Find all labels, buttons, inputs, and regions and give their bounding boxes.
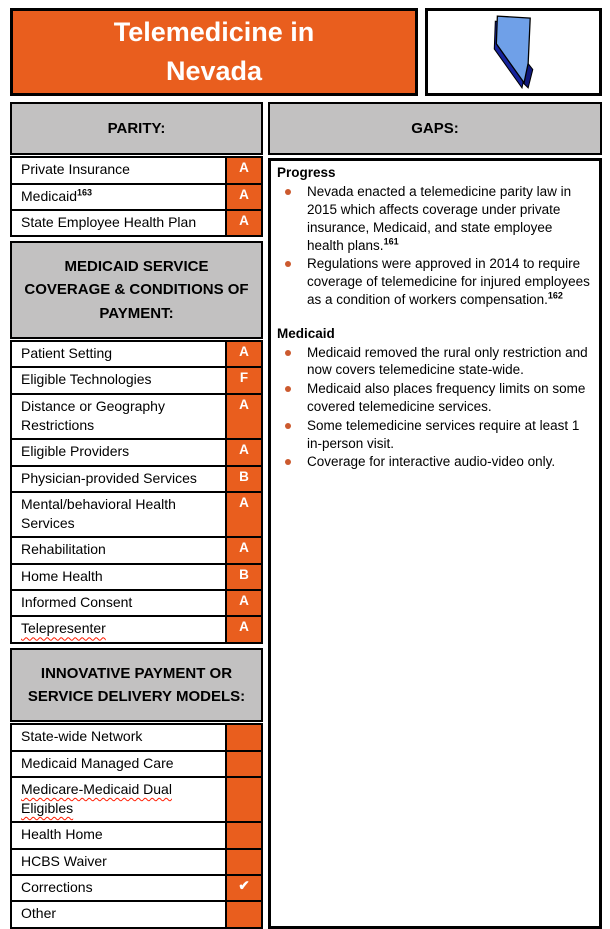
bullet-icon bbox=[285, 423, 291, 429]
table-row bbox=[10, 874, 263, 902]
row-label-text: Eligible Technologies bbox=[21, 371, 152, 388]
table-row bbox=[10, 536, 263, 564]
row-label-text: Patient Setting bbox=[21, 344, 113, 361]
row-label-text: Medicaid Managed Care bbox=[21, 754, 174, 771]
left-column bbox=[10, 102, 263, 929]
table-row bbox=[10, 723, 263, 751]
table-row bbox=[10, 340, 263, 368]
row-label bbox=[10, 183, 227, 211]
row-label bbox=[10, 156, 227, 184]
row-label bbox=[10, 393, 227, 441]
row-label-text: HCBS Waiver bbox=[21, 852, 107, 869]
row-label bbox=[10, 491, 227, 539]
bullet-text: Medicaid removed the rural only restriction and now covers telemedicine state-wide. bbox=[307, 344, 588, 378]
bullet-icon bbox=[285, 189, 291, 195]
row-label-text: Physician-provided Services bbox=[21, 469, 197, 486]
page-title-line1: Telemedicine in bbox=[113, 16, 315, 47]
row-label-text: Home Health bbox=[21, 567, 103, 584]
grade-cell: A bbox=[225, 615, 263, 643]
footnote-ref: 161 bbox=[383, 236, 399, 246]
row-label bbox=[10, 900, 227, 928]
gaps-header: GAPS: bbox=[268, 102, 602, 155]
row-label-text: Medicaid bbox=[21, 187, 78, 204]
gaps-bullet-list bbox=[277, 183, 591, 309]
row-label bbox=[10, 340, 227, 368]
table-row bbox=[10, 589, 263, 617]
grade-cell: F bbox=[225, 366, 263, 394]
bullet-icon bbox=[285, 350, 291, 356]
grade-cell bbox=[225, 900, 263, 928]
grade-cell bbox=[225, 723, 263, 751]
grade-cell bbox=[225, 848, 263, 876]
bullet-icon bbox=[285, 261, 291, 267]
grade-cell: A bbox=[225, 156, 263, 184]
row-label-text: Informed Consent bbox=[21, 594, 133, 611]
table-row bbox=[10, 615, 263, 643]
row-label bbox=[10, 438, 227, 466]
grade-cell: A bbox=[225, 438, 263, 466]
table-row bbox=[10, 438, 263, 466]
row-label-text: State-wide Network bbox=[21, 728, 143, 745]
grade-cell: B bbox=[225, 563, 263, 591]
row-label bbox=[10, 776, 227, 824]
row-label-text: Rehabilitation bbox=[21, 541, 106, 558]
nevada-state-icon bbox=[483, 13, 545, 91]
row-label bbox=[10, 821, 227, 849]
innovative-models-header: INNOVATIVE PAYMENT OR SERVICE DELIVERY MODELS: bbox=[10, 648, 263, 723]
gaps-panel bbox=[268, 158, 602, 928]
list-item bbox=[277, 255, 591, 308]
row-label-text: State Employee Health Plan bbox=[21, 213, 197, 230]
bullet-icon bbox=[285, 459, 291, 465]
grade-cell: A bbox=[225, 393, 263, 441]
table-row bbox=[10, 900, 263, 928]
content bbox=[10, 102, 602, 929]
gaps-bullet-list bbox=[277, 344, 591, 472]
bullet-text: Medicaid also places frequency limits on some covered telemedicine services. bbox=[307, 381, 586, 414]
row-label-text: Distance or Geography Restrictions bbox=[21, 397, 165, 433]
row-label bbox=[10, 366, 227, 394]
row-label-text: Other bbox=[21, 905, 57, 922]
list-item bbox=[277, 453, 591, 471]
row-label bbox=[10, 615, 227, 643]
footnote-ref: 162 bbox=[547, 290, 563, 301]
row-label-text: Mental/behavioral Health Services bbox=[21, 495, 176, 532]
row-label bbox=[10, 589, 227, 617]
row-label-text: Corrections bbox=[21, 879, 93, 896]
grade-cell: A bbox=[225, 340, 263, 368]
grade-cell bbox=[225, 750, 263, 778]
page-title-line2: Nevada bbox=[165, 56, 263, 86]
gaps-section-heading: Progress bbox=[277, 165, 336, 181]
grade-cell: B bbox=[225, 465, 263, 493]
table-row bbox=[10, 750, 263, 778]
list-item bbox=[277, 344, 591, 380]
grade-cell: A bbox=[225, 536, 263, 564]
nevada-map-box bbox=[425, 8, 602, 96]
grade-cell bbox=[225, 821, 263, 849]
table-row bbox=[10, 366, 263, 394]
row-label-text: Eligible Providers bbox=[21, 443, 130, 460]
table-row bbox=[10, 776, 263, 824]
footnote-ref: 163 bbox=[77, 186, 93, 197]
row-label-text: Private Insurance bbox=[21, 161, 130, 178]
row-label bbox=[10, 563, 227, 591]
grade-cell: A bbox=[225, 183, 263, 211]
row-label bbox=[10, 848, 227, 876]
table-row bbox=[10, 465, 263, 493]
list-item bbox=[277, 183, 591, 254]
header bbox=[10, 8, 602, 96]
list-item bbox=[277, 417, 591, 453]
list-item bbox=[277, 380, 591, 416]
gaps-section-heading: Medicaid bbox=[277, 325, 335, 341]
parity-header: PARITY: bbox=[10, 102, 263, 155]
right-column bbox=[268, 102, 602, 929]
checkmark-cell: ✔ bbox=[225, 874, 263, 902]
bullet-text: Coverage for interactive audio-video only. bbox=[307, 454, 556, 470]
grade-cell: A bbox=[225, 491, 263, 539]
grade-cell: A bbox=[225, 209, 263, 237]
row-label-text: Health Home bbox=[21, 826, 103, 843]
grade-cell bbox=[225, 776, 263, 824]
bullet-icon bbox=[285, 386, 291, 392]
grade-cell: A bbox=[225, 589, 263, 617]
table-row bbox=[10, 848, 263, 876]
row-label bbox=[10, 750, 227, 778]
row-label bbox=[10, 465, 227, 493]
medicaid-coverage-header: MEDICAID SERVICE COVERAGE & CONDITIONS OF PAYMENT: bbox=[10, 241, 263, 339]
table-row bbox=[10, 563, 263, 591]
row-label-text: Medicare-Medicaid Dual Eligibles bbox=[21, 780, 172, 817]
row-label bbox=[10, 723, 227, 751]
row-label bbox=[10, 874, 227, 902]
row-label bbox=[10, 536, 227, 564]
row-label-text: Telepresenter bbox=[21, 620, 106, 637]
table-row bbox=[10, 491, 263, 539]
table-row bbox=[10, 209, 263, 237]
title-banner bbox=[10, 8, 418, 96]
table-row bbox=[10, 393, 263, 441]
bullet-text: Some telemedicine services require at least 1 in-person visit. bbox=[307, 417, 580, 451]
row-label bbox=[10, 209, 227, 237]
bullet-text: Regulations were approved in 2014 to require coverage of telemedicine for injured employees as a condition of workers compensation. bbox=[307, 256, 590, 307]
bullet-text: Nevada enacted a telemedicine parity law in 2015 which affects coverage under private insurance, Medicaid, and state employee health plans. bbox=[307, 184, 572, 253]
table-row bbox=[10, 156, 263, 184]
table-row bbox=[10, 821, 263, 849]
table-row bbox=[10, 183, 263, 211]
